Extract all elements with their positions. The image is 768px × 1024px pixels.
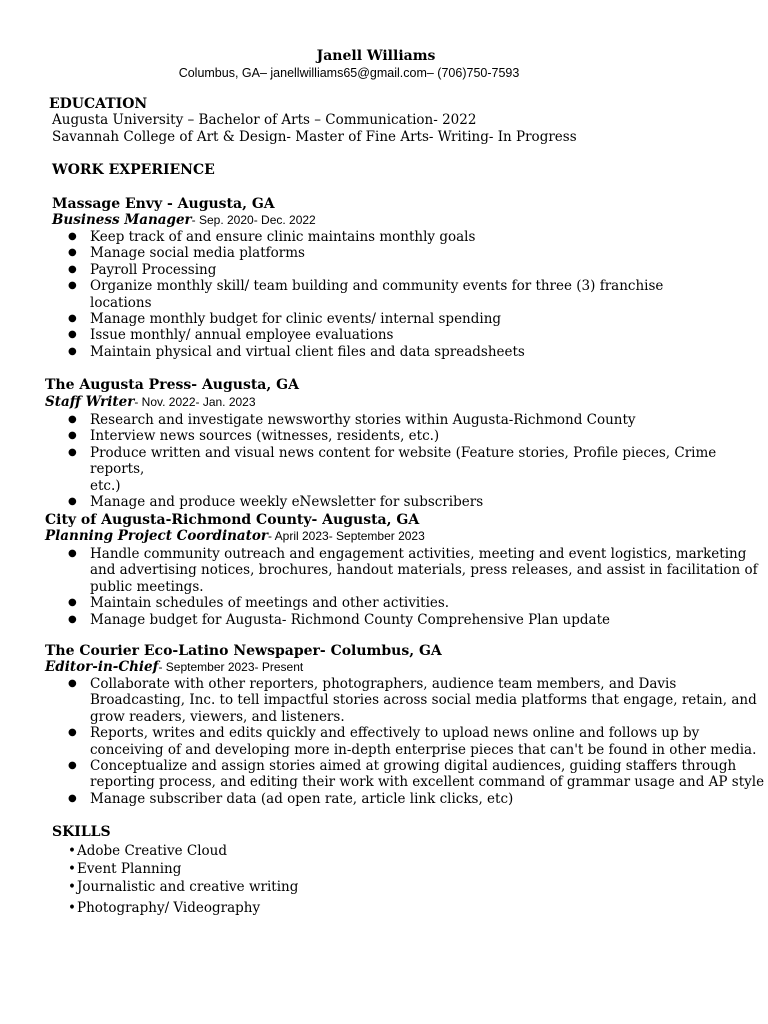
work-experience-heading: WORK EXPERIENCE (52, 162, 215, 178)
list-item: • Journalistic and creative writing (68, 878, 298, 896)
employer-name: Massage Envy - Augusta, GA (52, 196, 275, 212)
job-dates: - April 2023- September 2023 (268, 529, 425, 543)
list-item: ● Organize monthly skill/ team building and community events for three (3) franchise locations (44, 278, 663, 311)
employer-name: The Courier Eco-Latino Newspaper- Columbus, GA (45, 643, 442, 659)
skills-list (68, 842, 298, 917)
list-item: ● Interview news sources (witnesses, residents, etc.) (44, 428, 768, 444)
list-item: ● Manage subscriber data (ad open rate, article link clicks, etc) (44, 791, 764, 807)
list-item: ● Keep track of and ensure clinic maintains monthly goals (44, 229, 663, 245)
job-title: Editor-in-Chief (45, 659, 159, 675)
list-item: ● Research and investigate newsworthy stories within Augusta-Richmond County (44, 412, 768, 428)
resume-name: Janell Williams (316, 48, 436, 64)
job-title: Staff Writer (45, 394, 135, 410)
employer-name: The Augusta Press- Augusta, GA (45, 377, 299, 393)
list-item: ● Conceptualize and assign stories aimed at growing digital audiences, guiding staffers through reporting process, and editing their work with excellent command of grammar usage and AP style (44, 758, 764, 791)
list-item: • Adobe Creative Cloud (68, 842, 298, 860)
contact-line: Columbus, GA– janellwilliams65@gmail.com– (706)750-7593 (178, 66, 520, 80)
list-item: ● Reports, writes and edits quickly and effectively to upload news online and follows up by conceiving of and developing more in-depth enterprise pieces that can't be found in other media. (44, 725, 764, 758)
list-item: ● Maintain physical and virtual client files and data spreadsheets (44, 344, 663, 360)
job-role (52, 212, 316, 228)
list-item: ● Issue monthly/ annual employee evaluations (44, 327, 663, 343)
list-item: • Event Planning (68, 860, 298, 878)
list-item: ● Produce written and visual news content for website (Feature stories, Profile pieces, Crime reports, etc.) (44, 445, 768, 494)
list-item: ● Manage monthly budget for clinic events/ internal spending (44, 311, 663, 327)
list-item: ● Payroll Processing (44, 262, 663, 278)
job-duties-list (44, 229, 663, 360)
list-item: ● Handle community outreach and engagement activities, meeting and event logistics, marketing and advertising notices, brochures, handout materials, press releases, and assist in facilitation of public meetings. (44, 546, 758, 595)
list-item: ● Maintain schedules of meetings and other activities. (44, 595, 758, 611)
list-item: ● Manage and produce weekly eNewsletter for subscribers (44, 494, 768, 510)
job-duties-list (44, 676, 764, 807)
job-title: Business Manager (52, 212, 192, 228)
job-duties-list (44, 412, 768, 510)
skills-heading: SKILLS (52, 824, 111, 840)
list-item: ● Manage social media platforms (44, 245, 663, 261)
list-item: ● Manage budget for Augusta- Richmond County Comprehensive Plan update (44, 612, 758, 628)
job-duties-list (44, 546, 758, 628)
education-heading: EDUCATION (49, 96, 148, 112)
education-item: Augusta University – Bachelor of Arts – Communication- 2022 (52, 112, 477, 128)
job-dates: - Nov. 2022- Jan. 2023 (134, 395, 256, 409)
list-item: ● Collaborate with other reporters, photographers, audience team members, and Davis Broadcasting, Inc. to tell impactful stories across social media platforms that engage, retain, and grow readers, viewers, and listeners. (44, 676, 764, 725)
list-item: • Photography/ Videography (68, 899, 298, 917)
employer-name: City of Augusta-Richmond County- Augusta, GA (45, 512, 420, 528)
job-role (45, 659, 303, 675)
job-title: Planning Project Coordinator (45, 528, 268, 544)
education-item: Savannah College of Art & Design- Master of Fine Arts- Writing- In Progress (52, 129, 577, 145)
job-dates: - September 2023- Present (158, 660, 304, 674)
job-role (45, 394, 256, 410)
job-role (45, 528, 425, 544)
job-dates: - Sep. 2020- Dec. 2022 (191, 213, 316, 227)
